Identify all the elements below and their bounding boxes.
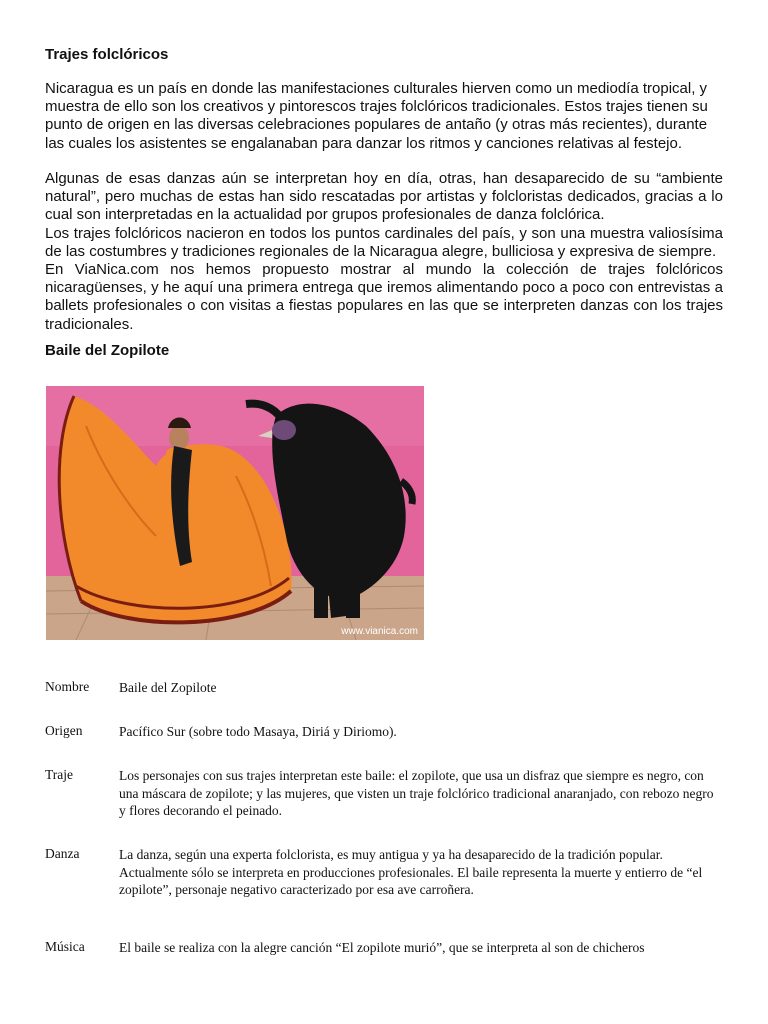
intro-paragraph: En ViaNica.com nos hemos propuesto mostrar al mundo la colección de trajes folclóricos nicaragüenses, y he aquí una primera entrega que iremos alimentando poco a poco con entrevistas a ballets profesionales o con visitas a fiestas populares en las que se interpreten danzas con los trajes tradicionales. xyxy=(45,261,723,333)
intro-paragraph: Los trajes folclóricos nacieron en todos los puntos cardinales del país, y son una muestra valiosísima de las costumbres y tradiciones regionales de la Nicaragua alegre, bulliciosa y expresiva de siempre. xyxy=(45,224,723,260)
danza-value: La danza, según una experta folclorista, es muy antigua y ya ha desaparecido de la tradición popular. Actualmente sólo se interpreta en producciones profesionales. El baile representa la muerte y entierro de “el zopilote”, personaje negativo caracterizado por esa ave carroñera. xyxy=(119,847,703,897)
origen-value: Pacífico Sur (sobre todo Masaya, Diriá y Diriomo). xyxy=(119,724,397,739)
dancers-photo xyxy=(46,386,424,640)
section-title: Baile del Zopilote xyxy=(45,342,170,359)
nombre-value: Baile del Zopilote xyxy=(119,680,217,695)
traje-label: Traje xyxy=(45,767,74,782)
intro-paragraph: Algunas de esas danzas aún se interpretan hoy en día, otras, han desaparecido de su “ambiente natural”, pero muchas de estas han sido rescatadas por artistas y folcloristas dedicados, gracias a lo cual son interpretadas en la actualidad por grupos profesionales de danza folclórica. xyxy=(45,170,723,224)
danza-label: Danza xyxy=(45,846,80,861)
traje-value: Los personajes con sus trajes interpretan este baile: el zopilote, que usa un disfraz que siempre es negro, con una máscara de zopilote; y las mujeres, que visten un traje folclórico tradicional anaranjado, con rebozo negro y flores decorando el peinado. xyxy=(119,768,714,818)
musica-label: Música xyxy=(45,939,85,954)
intro-paragraph: Nicaragua es un país en donde las manifestaciones culturales hierven como un mediodía tropical, y muestra de ello son los creativos y pintorescos trajes folclóricos tradicionales. Estos trajes tienen su punto de origen en las diversas celebraciones populares de antaño (y otras más recientes), durante las cuales los asistentes se engalanaban para danzar los ritmos y canciones relativas al festejo. xyxy=(45,80,708,152)
musica-value: El baile se realiza con la alegre canción “El zopilote murió”, que se interpreta al son de chicheros xyxy=(119,940,645,955)
photo-watermark: www.vianica.com xyxy=(341,626,418,637)
intro-body xyxy=(45,170,723,334)
nombre-label: Nombre xyxy=(45,679,90,694)
page-title: Trajes folclóricos xyxy=(45,46,169,63)
origen-label: Origen xyxy=(45,723,83,738)
